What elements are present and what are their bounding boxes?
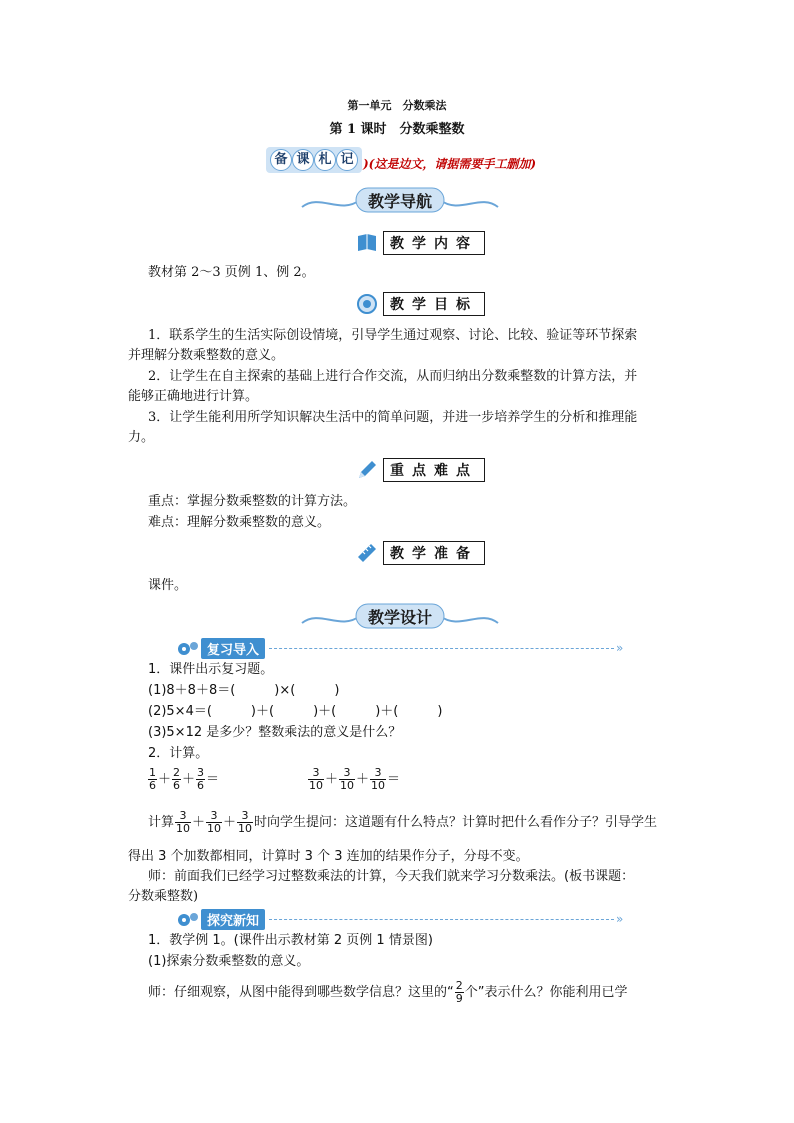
- section-header-content: [355, 230, 485, 256]
- fraction: $\frac{3}{10}$: [309, 766, 323, 792]
- focus-text: 重点：掌握分数乘整数的计算方法。: [148, 494, 357, 509]
- banner-title: 教学导航: [367, 192, 432, 211]
- prep-text: 课件。: [148, 578, 188, 593]
- review-line: (2)5×4＝( )＋( )＋( )＋( ): [148, 704, 443, 719]
- fraction-sum-a: $\frac{1}{6}$ ＋ $\frac{2}{6}$ ＋ $\frac{3}{6}$ ＝: [149, 766, 220, 792]
- ruler-icon: [355, 541, 379, 565]
- goal-line: 力。: [128, 430, 155, 445]
- margin-note: )(这是边文，请据需要手工删加): [363, 157, 537, 171]
- review-line: 师：前面我们已经学习过整数乘法的计算，今天我们就来学习分数乘法。(板书课题：: [148, 869, 635, 884]
- fraction: $\frac{2}{9}$: [455, 979, 463, 1005]
- explore-line: (1)探索分数乘整数的意义。: [148, 954, 310, 969]
- gear-icon: [175, 910, 201, 928]
- fraction: $\frac{3}{10}$: [176, 809, 191, 835]
- unit-title: 第一单元 分数乘法: [347, 99, 447, 112]
- fraction: $\frac{1}{6}$: [149, 766, 156, 792]
- banner-teaching-nav: [300, 185, 500, 215]
- subheader-explore: [175, 909, 623, 929]
- prep-char: 札: [314, 149, 336, 171]
- goal-line: 3．让学生能利用所学知识解决生活中的简单问题，并进一步培养学生的分析和推理能: [148, 410, 638, 425]
- pencil-icon: [355, 458, 379, 482]
- review-line: 2．计算。: [148, 746, 209, 761]
- section-header-key: [355, 457, 485, 483]
- banner-title: 教学设计: [367, 608, 432, 627]
- fraction: $\frac{3}{10}$: [371, 766, 386, 792]
- target-icon: [355, 292, 379, 316]
- review-line: (1)8＋8＋8＝( )×( ): [148, 683, 340, 698]
- prep-char: 课: [292, 149, 314, 171]
- subheader-label: 探究新知: [201, 909, 265, 930]
- section-header-prep: [355, 540, 485, 566]
- goal-line: 并理解分数乘整数的意义。: [128, 348, 285, 363]
- section-title: 教学内容: [383, 231, 485, 255]
- prep-char: 备: [270, 149, 292, 171]
- fraction: $\frac{2}{6}$: [173, 766, 181, 792]
- fraction-sum-b: $\frac{3}{10}$ ＋ $\frac{3}{10}$ ＋ $\frac{3}{10}$ ＝: [309, 766, 401, 792]
- review-line: (3)5×12 是多少？整数乘法的意义是什么？: [148, 725, 402, 740]
- section-title: 教学准备: [383, 541, 485, 565]
- subheader-review: [175, 638, 623, 658]
- difficulty-text: 难点：理解分数乘整数的意义。: [148, 515, 331, 530]
- review-line: 1．课件出示复习题。: [148, 662, 274, 677]
- double-arrow-icon: »: [616, 641, 624, 655]
- explore-question-line: 师：仔细观察，从图中能得到哪些数学信息？这里的“ $\frac{2}{9}$ 个”表示什么？你能利用已学: [148, 979, 628, 1005]
- double-arrow-icon: »: [616, 912, 624, 926]
- review-line: 得出 3 个加数都相同，计算时 3 个 3 连加的结果作分子，分母不变。: [128, 849, 529, 864]
- goal-line: 能够正确地进行计算。: [128, 389, 259, 404]
- content-text: 教材第 2～3 页例 1、例 2。: [148, 265, 315, 280]
- fraction: $\frac{3}{10}$: [207, 809, 222, 835]
- goal-line: 2．让学生在自主探索的基础上进行合作交流，从而归纳出分数乘整数的计算方法，并: [148, 369, 638, 384]
- explore-line: 1．教学例 1。(课件出示教材第 2 页例 1 情景图): [148, 933, 433, 948]
- gear-icon: [175, 639, 201, 657]
- goal-line: 1．联系学生的生活实际创设情境，引导学生通过观察、讨论、比较、验证等环节探索: [148, 328, 638, 343]
- fraction: $\frac{3}{6}$: [197, 766, 205, 792]
- fraction: $\frac{3}{10}$: [238, 809, 253, 835]
- fraction: $\frac{3}{10}$: [340, 766, 355, 792]
- subheader-label: 复习导入: [201, 638, 265, 659]
- lesson-title: 第 1 课时 分数乘整数: [329, 122, 465, 137]
- review-line: 分数乘整数): [128, 889, 199, 904]
- dashed-divider: [269, 919, 614, 920]
- prep-notes-badge: [266, 147, 362, 173]
- section-header-goals: [355, 291, 485, 317]
- dashed-divider: [269, 648, 614, 649]
- prep-char: 记: [336, 149, 358, 171]
- calc-question-line: 计算 $\frac{3}{10}$ ＋ $\frac{3}{10}$ ＋ $\frac{3}{10}$ 时向学生提问：这道题有什么特点？计算时把什么看作分子？引导学生: [148, 809, 658, 835]
- section-title: 教学目标: [383, 292, 485, 316]
- section-title: 重点难点: [383, 458, 485, 482]
- banner-teaching-design: [300, 601, 500, 631]
- book-icon: [355, 231, 379, 255]
